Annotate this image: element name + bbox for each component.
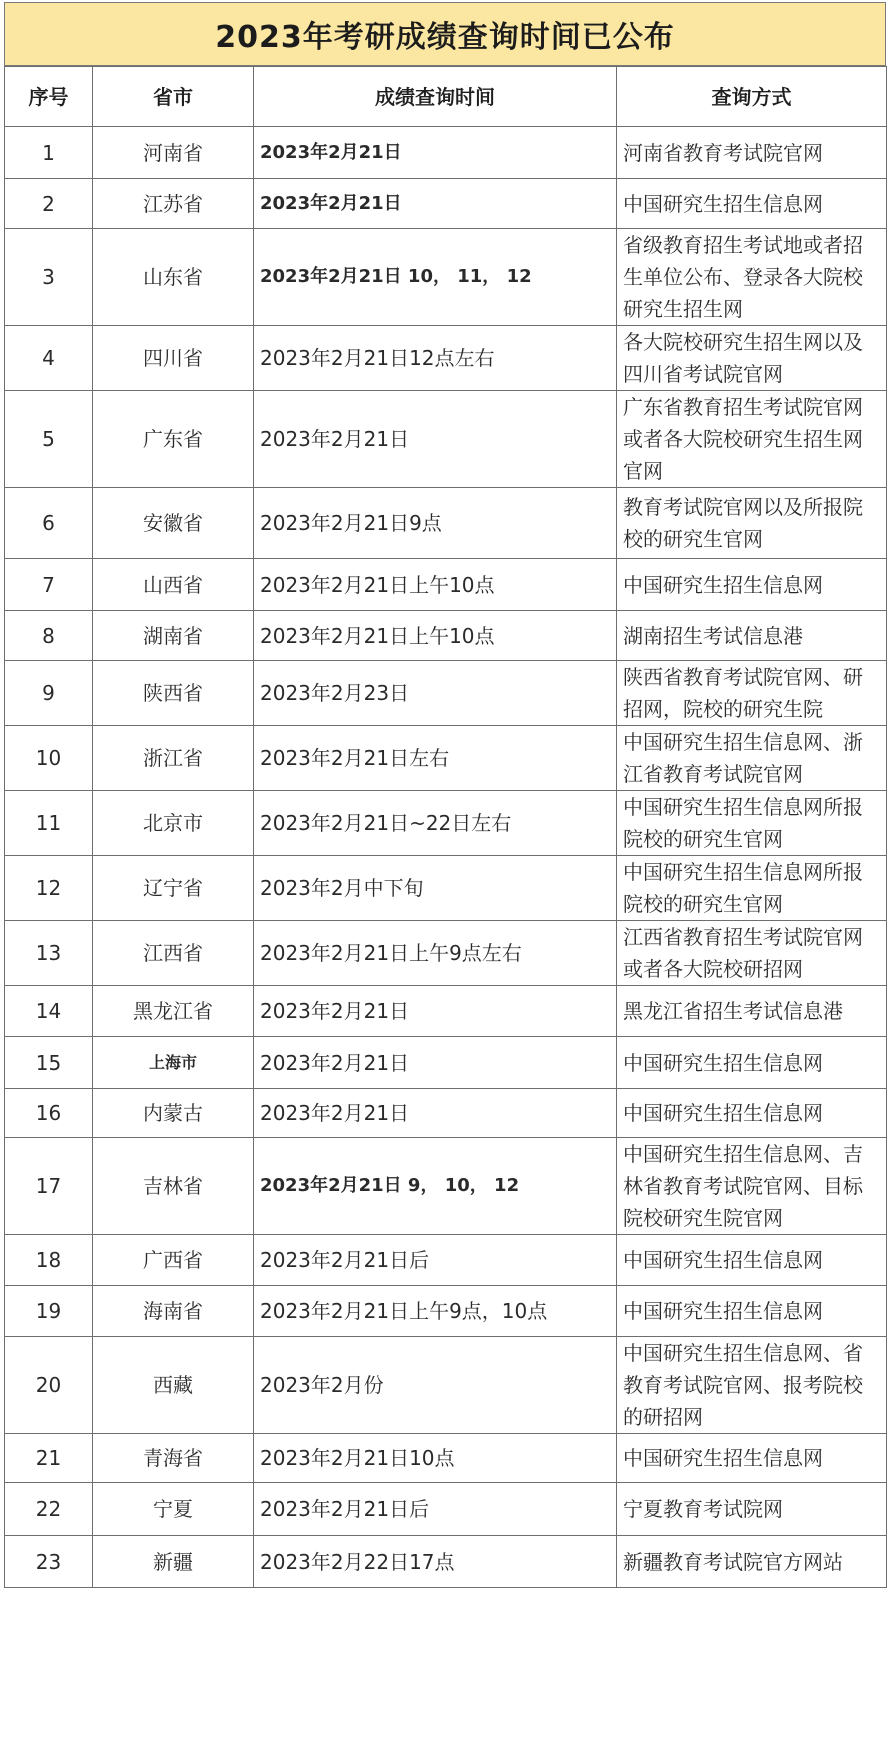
row-number: 9 <box>5 661 93 726</box>
row-query-time: 2023年2月21日 <box>254 391 617 488</box>
row-number: 1 <box>5 127 93 179</box>
table-row <box>5 611 887 661</box>
row-number: 14 <box>5 986 93 1037</box>
row-province: 山西省 <box>93 559 254 611</box>
table-row <box>5 391 887 488</box>
table-row <box>5 1434 887 1483</box>
row-query-method: 黑龙江省招生考试信息港 <box>617 986 887 1037</box>
row-number: 13 <box>5 921 93 986</box>
row-query-method: 中国研究生招生信息网所报院校的研究生官网 <box>617 856 887 921</box>
row-province: 广西省 <box>93 1235 254 1286</box>
row-province: 北京市 <box>93 791 254 856</box>
table-row <box>5 1536 887 1588</box>
row-number: 18 <box>5 1235 93 1286</box>
row-province: 西藏 <box>93 1337 254 1434</box>
row-number: 10 <box>5 726 93 791</box>
table-row <box>5 791 887 856</box>
row-query-time: 2023年2月21日10点 <box>254 1434 617 1483</box>
page-title: 2023年考研成绩查询时间已公布 <box>4 2 886 66</box>
row-province: 青海省 <box>93 1434 254 1483</box>
table-row <box>5 488 887 559</box>
header-province: 省市 <box>93 67 254 127</box>
table-row <box>5 559 887 611</box>
row-query-method: 广东省教育招生考试院官网或者各大院校研究生招生网官网 <box>617 391 887 488</box>
table-row <box>5 179 887 229</box>
row-query-method: 中国研究生招生信息网 <box>617 1089 887 1138</box>
row-number: 23 <box>5 1536 93 1588</box>
row-number: 21 <box>5 1434 93 1483</box>
header-no: 序号 <box>5 67 93 127</box>
row-province: 江西省 <box>93 921 254 986</box>
row-province: 吉林省 <box>93 1138 254 1235</box>
row-query-method: 中国研究生招生信息网、省教育考试院官网、报考院校的研招网 <box>617 1337 887 1434</box>
row-query-time: 2023年2月21日后 <box>254 1235 617 1286</box>
row-number: 3 <box>5 229 93 326</box>
table-row <box>5 1235 887 1286</box>
row-query-time: 2023年2月21日 <box>254 1037 617 1089</box>
header-time: 成绩查询时间 <box>254 67 617 127</box>
row-query-method: 新疆教育考试院官方网站 <box>617 1536 887 1588</box>
row-query-method: 中国研究生招生信息网 <box>617 1037 887 1089</box>
row-province: 河南省 <box>93 127 254 179</box>
row-province: 浙江省 <box>93 726 254 791</box>
table-header-row <box>5 67 887 127</box>
row-query-time: 2023年2月21日后 <box>254 1483 617 1536</box>
row-query-time: 2023年2月21日 <box>254 986 617 1037</box>
row-number: 11 <box>5 791 93 856</box>
row-query-time: 2023年2月23日 <box>254 661 617 726</box>
row-query-time: 2023年2月21日 <box>254 127 617 179</box>
row-province: 山东省 <box>93 229 254 326</box>
row-number: 20 <box>5 1337 93 1434</box>
row-number: 6 <box>5 488 93 559</box>
row-number: 7 <box>5 559 93 611</box>
row-query-time: 2023年2月21日左右 <box>254 726 617 791</box>
row-number: 22 <box>5 1483 93 1536</box>
row-number: 4 <box>5 326 93 391</box>
row-province: 陕西省 <box>93 661 254 726</box>
row-query-method: 宁夏教育考试院网 <box>617 1483 887 1536</box>
row-query-method: 各大院校研究生招生网以及四川省考试院官网 <box>617 326 887 391</box>
table-row <box>5 229 887 326</box>
row-query-method: 河南省教育考试院官网 <box>617 127 887 179</box>
row-query-method: 中国研究生招生信息网、吉林省教育考试院官网、目标院校研究生院官网 <box>617 1138 887 1235</box>
row-province: 新疆 <box>93 1536 254 1588</box>
table-row <box>5 1337 887 1434</box>
table-row <box>5 726 887 791</box>
row-query-method: 中国研究生招生信息网 <box>617 1286 887 1337</box>
row-query-method: 中国研究生招生信息网 <box>617 1434 887 1483</box>
table-row <box>5 1089 887 1138</box>
table-row <box>5 1138 887 1235</box>
row-province: 安徽省 <box>93 488 254 559</box>
row-number: 12 <box>5 856 93 921</box>
row-number: 19 <box>5 1286 93 1337</box>
row-query-time: 2023年2月21日上午10点 <box>254 611 617 661</box>
row-number: 15 <box>5 1037 93 1089</box>
row-query-time: 2023年2月21日 9， 10， 12 <box>254 1138 617 1235</box>
table-row <box>5 986 887 1037</box>
row-query-method: 中国研究生招生信息网 <box>617 1235 887 1286</box>
row-query-method: 湖南招生考试信息港 <box>617 611 887 661</box>
table-row <box>5 1286 887 1337</box>
row-number: 2 <box>5 179 93 229</box>
row-query-time: 2023年2月中下旬 <box>254 856 617 921</box>
row-query-time: 2023年2月21日 <box>254 179 617 229</box>
row-query-method: 中国研究生招生信息网、浙江省教育考试院官网 <box>617 726 887 791</box>
row-query-method: 中国研究生招生信息网 <box>617 559 887 611</box>
row-province: 广东省 <box>93 391 254 488</box>
table-row <box>5 326 887 391</box>
row-query-method: 江西省教育招生考试院官网或者各大院校研招网 <box>617 921 887 986</box>
row-province: 宁夏 <box>93 1483 254 1536</box>
row-province: 内蒙古 <box>93 1089 254 1138</box>
table-row <box>5 856 887 921</box>
row-province: 湖南省 <box>93 611 254 661</box>
row-query-method: 陕西省教育考试院官网、研招网，院校的研究生院 <box>617 661 887 726</box>
row-number: 16 <box>5 1089 93 1138</box>
row-province: 上海市 <box>93 1037 254 1089</box>
row-province: 黑龙江省 <box>93 986 254 1037</box>
row-query-method: 教育考试院官网以及所报院校的研究生官网 <box>617 488 887 559</box>
row-number: 17 <box>5 1138 93 1235</box>
row-query-time: 2023年2月21日12点左右 <box>254 326 617 391</box>
table-row <box>5 1483 887 1536</box>
row-query-time: 2023年2月份 <box>254 1337 617 1434</box>
row-query-time: 2023年2月21日上午9点左右 <box>254 921 617 986</box>
row-query-time: 2023年2月22日17点 <box>254 1536 617 1588</box>
row-query-method: 中国研究生招生信息网 <box>617 179 887 229</box>
score-query-table <box>4 66 887 1588</box>
table-row <box>5 127 887 179</box>
row-province: 江苏省 <box>93 179 254 229</box>
table-row <box>5 661 887 726</box>
row-query-time: 2023年2月21日 <box>254 1089 617 1138</box>
row-number: 5 <box>5 391 93 488</box>
row-query-time: 2023年2月21日9点 <box>254 488 617 559</box>
row-query-time: 2023年2月21日~22日左右 <box>254 791 617 856</box>
row-province: 辽宁省 <box>93 856 254 921</box>
row-province: 海南省 <box>93 1286 254 1337</box>
row-query-time: 2023年2月21日上午9点，10点 <box>254 1286 617 1337</box>
row-query-time: 2023年2月21日 10， 11， 12 <box>254 229 617 326</box>
row-number: 8 <box>5 611 93 661</box>
row-query-time: 2023年2月21日上午10点 <box>254 559 617 611</box>
row-query-method: 中国研究生招生信息网所报院校的研究生官网 <box>617 791 887 856</box>
row-province: 四川省 <box>93 326 254 391</box>
table-row <box>5 1037 887 1089</box>
table-row <box>5 921 887 986</box>
row-query-method: 省级教育招生考试地或者招生单位公布、登录各大院校研究生招生网 <box>617 229 887 326</box>
header-method: 查询方式 <box>617 67 887 127</box>
results-table-document <box>4 2 888 1742</box>
